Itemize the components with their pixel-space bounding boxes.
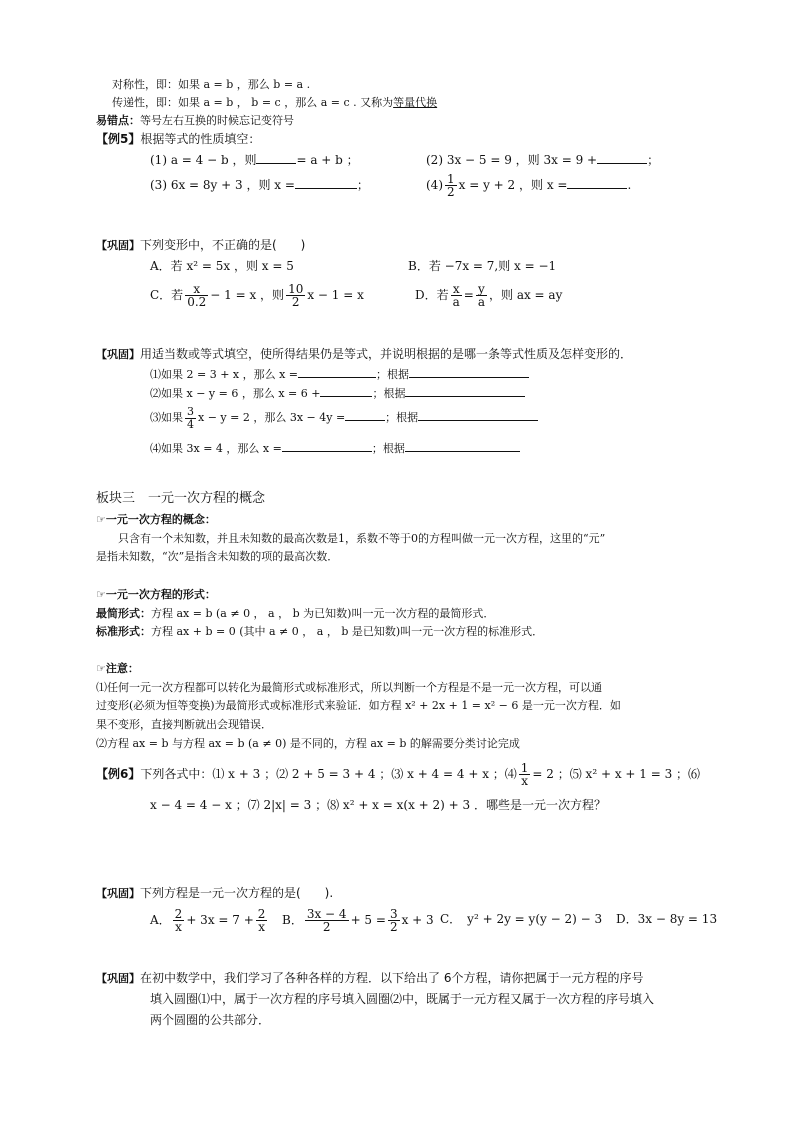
numerator: 10: [288, 282, 304, 296]
transitivity-text: 传递性，即：如果 a = b ， b = c ，那么 a = c . 又称为: [112, 96, 394, 109]
consolidate-4-line-1: [96, 971, 643, 986]
ex5-q3: [150, 177, 369, 193]
numerator: x: [451, 283, 462, 296]
gg2-q2: [150, 385, 525, 401]
concept-line-1: 只含有一个未知数，并且未知数的最高次数是1，系数不等于0的方程叫做一元一次方程，这里的“元”: [118, 532, 606, 545]
example-5-label: 【例5】: [96, 132, 141, 146]
consolidate-1-prompt: 下列变形中，不正确的是( ): [140, 238, 306, 252]
ex5-q4-text: (4): [426, 178, 443, 192]
gg3-option-b: [282, 905, 434, 935]
note-1-line-3: 果不变形，直接判断就出会现错误．: [96, 718, 272, 731]
consolidate-4-line-3: 两个圆圈的公共部分．: [150, 1013, 271, 1027]
note-heading: ☞注意：: [96, 662, 139, 675]
option-c-post: x − 1 = x: [307, 288, 364, 302]
gg2-q2-blank[interactable]: [320, 385, 372, 397]
consolidate-3-prompt: 下列方程是一元一次方程的是( ).: [140, 886, 334, 900]
gg2-q3-basis-blank[interactable]: [418, 409, 538, 421]
consolidate-4-text-1: 在初中数学中，我们学习了各种各样的方程．以下给出了 6个方程，请你把属于一元方程的序号: [140, 971, 644, 985]
equals: =: [463, 288, 474, 302]
fraction: [185, 406, 196, 431]
example-6-text-post: = 2 ；⑸ x² + x + 1 = 3 ；⑹: [532, 767, 701, 781]
ex5-q4: [426, 171, 631, 199]
fraction: [519, 762, 531, 787]
ex5-q1-blank[interactable]: [256, 152, 296, 164]
denominator: a: [452, 295, 460, 309]
option-a-mid: + 3x = 7 +: [186, 913, 254, 927]
example-6-line-1: [96, 760, 700, 788]
option-a-prefix: A．: [150, 913, 171, 927]
example-6-text: 下列各式中：⑴ x + 3 ；⑵ 2 + 5 = 3 + 4 ；⑶ x + 4 = 4 + x ；⑷: [140, 767, 517, 781]
ex5-q4-blank[interactable]: [567, 177, 627, 189]
numerator: y: [476, 283, 487, 296]
error-label: 易错点：: [96, 114, 140, 127]
equal-substitution-term: 等量代换: [393, 96, 438, 109]
fraction: [476, 283, 487, 308]
gg2-q1: [150, 366, 529, 382]
example-6-line-2: x − 4 = 4 − x ；⑺ 2|x| = 3 ；⑻ x² + x = x(x + 2) + 3 ．哪些是一元一次方程？: [150, 798, 606, 812]
note-2: ⑵方程 ax = b 与方程 ax = b (a ≠ 0) 是不同的，方程 ax = b 的解需要分类讨论完成: [96, 737, 520, 750]
gg2-q1-blank[interactable]: [298, 366, 376, 378]
gg2-q3-mid: x − y = 2 ，那么 3x − 4y =: [198, 411, 346, 424]
numerator: 1: [447, 172, 455, 186]
consolidate-3-header: [96, 886, 333, 901]
gg1-option-c: [150, 281, 364, 309]
gg3-option-d: D．3x − 8y = 13: [616, 912, 718, 926]
denominator: 2: [389, 920, 398, 934]
gg2-q2-text: ⑵如果 x − y = 6 ，那么 x = 6 +: [150, 387, 321, 400]
numerator: 3: [389, 907, 398, 921]
error-note: [96, 113, 294, 128]
ex5-q4-post: .: [627, 178, 632, 192]
ex5-q2-post: ；: [647, 153, 660, 167]
simplest-form-label: 最简形式：: [96, 607, 151, 620]
ex5-q1-text: (1) a = 4 − b ，则: [150, 153, 257, 167]
gg2-q4-blank[interactable]: [282, 440, 372, 452]
consolidate-2-label: 【巩固】: [96, 348, 140, 361]
gg2-q2-basis: ；根据: [372, 387, 406, 400]
example-5-header: [96, 132, 260, 147]
gg2-q3-blank[interactable]: [345, 409, 385, 421]
standard-form-text: 方程 ax + b = 0 (其中 a ≠ 0 ， a ， b 是已知数)叫一元一次方程的标准形式．: [151, 625, 544, 638]
numerator: 3x − 4: [306, 907, 347, 921]
gg3-option-a: [150, 905, 269, 935]
denominator: a: [477, 295, 485, 309]
numerator: 2: [174, 907, 183, 921]
consolidate-3-label: 【巩固】: [96, 887, 140, 900]
denominator: 2: [291, 295, 300, 309]
gg1-option-d: [415, 281, 562, 309]
gg2-q4-basis: ；根据: [371, 442, 405, 455]
simplest-form-text: 方程 ax = b (a ≠ 0 ， a ， b 为已知数)叫一元一次方程的最简形式．: [151, 607, 495, 620]
gg2-q3: [150, 404, 538, 432]
option-d-post: ，则 ax = ay: [489, 288, 563, 302]
option-d-prefix: D．若: [415, 288, 449, 302]
fraction: [388, 908, 400, 933]
numerator: 3: [187, 404, 194, 418]
gg2-q4: [150, 440, 520, 456]
numerator: x: [185, 283, 208, 296]
fraction: [185, 283, 208, 308]
fraction: [286, 283, 305, 308]
option-c-prefix: C．若: [150, 288, 184, 302]
standard-form-label: 标准形式：: [96, 625, 151, 638]
consolidate-1-label: 【巩固】: [96, 239, 140, 252]
denominator: x: [175, 920, 182, 934]
gg2-q3-basis: ；根据: [385, 411, 419, 424]
consolidate-1-header: [96, 238, 305, 253]
concept-heading: ☞一元一次方程的概念：: [96, 513, 216, 526]
error-text: 等号左右互换的时候忘记变符号: [140, 114, 294, 127]
gg2-q2-basis-blank[interactable]: [405, 385, 525, 397]
fraction: [173, 908, 185, 933]
gg3-option-c: C． y² + 2y = y(y − 2) − 3: [440, 912, 603, 926]
simplest-form: [96, 606, 494, 621]
example-5-prompt: 根据等式的性质填空：: [140, 132, 261, 146]
concept-line-2: 是指未知数，“次”是指含未知数的项的最高次数．: [96, 550, 339, 563]
gg2-q4-text: ⑷如果 3x = 4 ，那么 x =: [150, 442, 282, 455]
ex5-q1: [150, 152, 359, 168]
gg1-option-a: A．若 x² = 5x ，则 x = 5: [150, 259, 294, 273]
gg2-q4-basis-blank[interactable]: [405, 440, 520, 452]
symmetry-property: 对称性，即：如果 a = b ，那么 b = a .: [112, 78, 311, 91]
numerator: 1: [520, 761, 529, 775]
ex5-q3-post: ；: [356, 178, 369, 192]
section-3-title: 板块三 一元一次方程的概念: [96, 491, 266, 506]
note-1-line-2: 过变形(必须为恒等变换)为最简形式或标准形式来验证．如方程 x² + 2x + 1 = x² − 6 是一元一次方程．如: [96, 699, 621, 712]
denominator: x: [258, 920, 265, 934]
numerator: 2: [257, 907, 266, 921]
fraction: [451, 283, 462, 308]
denominator: 4: [187, 417, 194, 431]
option-c-mid: − 1 = x ，则: [210, 288, 285, 302]
consolidate-4-line-2: 填入圆圈⑴中，属于一次方程的序号填入圆圈⑵中，既属于一元方程又属于一次方程的序号填入: [150, 992, 655, 1006]
option-b-mid: + 5 =: [350, 913, 386, 927]
ex5-q1-post: = a + b ；: [296, 153, 359, 167]
gg2-q1-basis: ；根据: [376, 368, 410, 381]
denominator: x: [521, 774, 528, 788]
fraction: [445, 173, 457, 198]
gg1-option-b: B．若 −7x = 7,则 x = −1: [408, 259, 557, 273]
ex5-q2-blank[interactable]: [597, 152, 647, 164]
ex5-q3-text: (3) 6x = 8y + 3 ，则 x =: [150, 178, 295, 192]
example-6-label: 【例6】: [96, 767, 141, 781]
denominator: 2: [322, 920, 331, 934]
gg2-q1-basis-blank[interactable]: [409, 366, 529, 378]
fraction: [305, 908, 349, 933]
fraction: [256, 908, 268, 933]
forms-heading: ☞一元一次方程的形式：: [96, 588, 216, 601]
consolidate-2-header: [96, 347, 632, 362]
gg2-q1-text: ⑴如果 2 = 3 + x ，那么 x =: [150, 368, 299, 381]
ex5-q2-text: (2) 3x − 5 = 9 ，则 3x = 9 +: [426, 153, 598, 167]
denominator: 2: [447, 185, 455, 199]
ex5-q2: [426, 152, 659, 168]
standard-form: [96, 624, 543, 639]
gg2-q3-text: ⑶如果: [150, 411, 183, 424]
option-b-prefix: B．: [282, 913, 303, 927]
ex5-q3-blank[interactable]: [295, 177, 357, 189]
consolidate-4-label: 【巩固】: [96, 972, 140, 985]
consolidate-2-prompt: 用适当数或等式填空，使所得结果仍是等式，并说明根据的是哪一条等式性质及怎样变形的．: [140, 347, 633, 361]
note-1-line-1: ⑴任何一元一次方程都可以转化为最简形式或标准形式，所以判断一个方程是不是一元一次方程，可以通: [96, 681, 602, 694]
transitivity-property: [112, 95, 437, 110]
ex5-q4-mid: x = y + 2 ，则 x =: [458, 178, 568, 192]
option-b-post: x + 3: [401, 913, 434, 927]
denominator: 0.2: [187, 295, 207, 309]
